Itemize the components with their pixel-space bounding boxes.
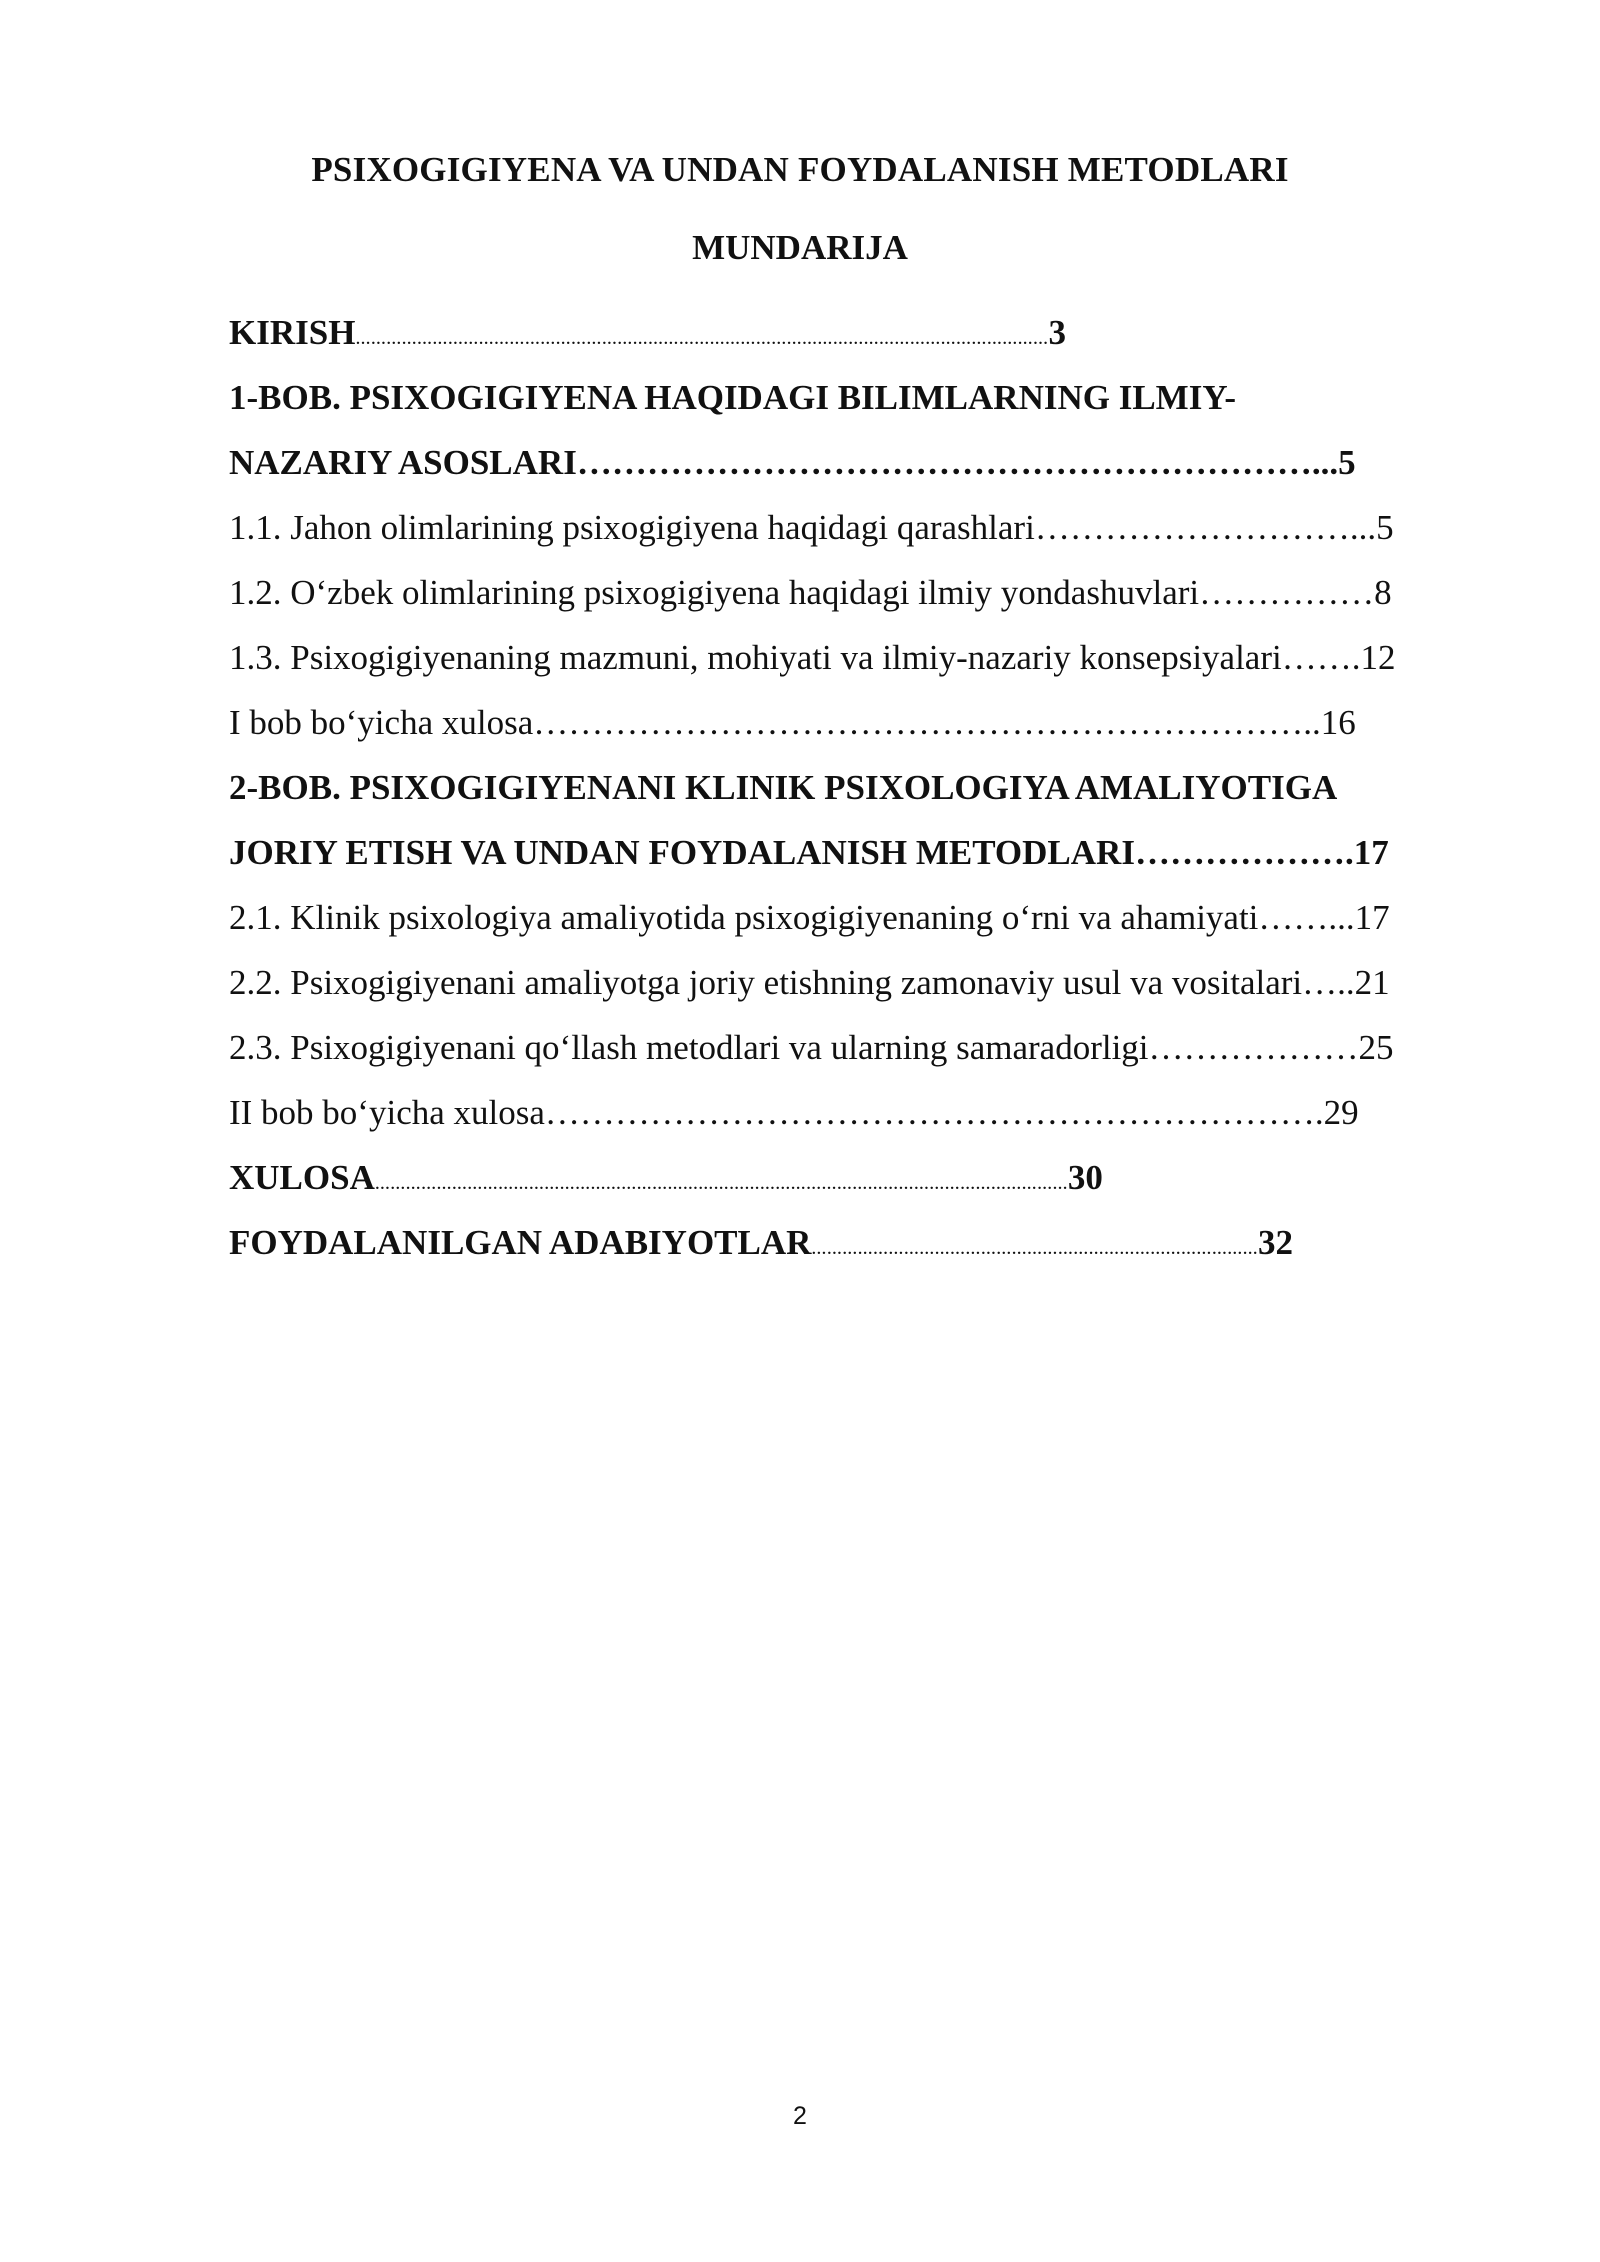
toc-entry-label: II bob bo‘yicha xulosa: [229, 1093, 545, 1132]
toc-page-number: 5: [1376, 508, 1394, 547]
toc-page-number: 17: [1353, 833, 1389, 872]
toc-entry-conclusion[interactable]: [229, 1145, 1487, 1210]
toc-entry-label: 1.3. Psixogigiyenaning mazmuni, mohiyati va ilmiy-nazariy konsepsiyalari: [229, 638, 1282, 677]
toc-entry-introduction[interactable]: [229, 300, 1487, 365]
toc-page-number: 21: [1354, 963, 1390, 1002]
toc-leader: …..: [1302, 963, 1355, 1002]
toc-leader: ……………: [1199, 573, 1375, 612]
toc-entry-2-2[interactable]: [229, 950, 1487, 1015]
toc-page-number: 3: [1048, 313, 1066, 352]
toc-entry-chapter-1-cont[interactable]: [229, 430, 1487, 495]
toc-leader: …………………………………………………………..: [533, 703, 1321, 742]
toc-entry-1-3[interactable]: [229, 625, 1487, 690]
toc-leader: ………………………………………………………….: [544, 1093, 1324, 1132]
toc-entry-2-3[interactable]: [229, 1015, 1487, 1080]
toc-entry-label: 2.1. Klinik psixologiya amaliyotida psixogigiyenaning o‘rni va ahamiyati: [229, 898, 1259, 937]
toc-entry-label: KIRISH: [229, 313, 356, 352]
toc-leader: ……………………………………………………………………………: [811, 1242, 1259, 1258]
toc-entry-chapter-2-cont[interactable]: [229, 820, 1487, 885]
page-title: PSIXOGIGIYENA VA UNDAN FOYDALANISH METODLARI: [311, 150, 1289, 189]
table-of-contents: [229, 300, 1487, 1275]
toc-leader: ……...: [1258, 898, 1355, 937]
toc-page-number: 16: [1320, 703, 1356, 742]
toc-page-number: 5: [1338, 443, 1356, 482]
toc-entry-chapter-2[interactable]: [229, 755, 1487, 820]
toc-entry-label: FOYDALANILGAN ADABIYOTLAR: [229, 1223, 812, 1262]
toc-page-number: 30: [1067, 1158, 1103, 1197]
toc-leader: ………………………………………………………………………………………………………………………: [374, 1177, 1068, 1193]
toc-entry-label: NAZARIY ASOSLARI: [229, 443, 577, 482]
toc-entry-label: 1.2. O‘zbek olimlarining psixogigiyena haqidagi ilmiy yondashuvlari: [229, 573, 1200, 612]
toc-entry-chapter-2-conclusion[interactable]: [229, 1080, 1487, 1145]
toc-leader: ………………………………………………………...: [576, 443, 1339, 482]
toc-page-number: 29: [1323, 1093, 1359, 1132]
toc-entry-references[interactable]: [229, 1210, 1487, 1275]
toc-page-number: 12: [1360, 638, 1396, 677]
toc-page-number: 17: [1354, 898, 1390, 937]
toc-entry-label: 2-BOB. PSIXOGIGIYENANI KLINIK PSIXOLOGIYA AMALIYOTIGA: [229, 768, 1338, 807]
toc-entry-chapter-1[interactable]: [229, 365, 1487, 430]
page-number: 2: [793, 2102, 807, 2130]
toc-leader: ………………………………………………………………………………………………………………………: [355, 332, 1049, 348]
toc-leader: ………………………...: [1034, 508, 1377, 547]
toc-entry-label: I bob bo‘yicha xulosa: [229, 703, 534, 742]
toc-heading: MUNDARIJA: [692, 228, 908, 267]
toc-entry-label: XULOSA: [229, 1158, 375, 1197]
toc-leader: ……………….: [1134, 833, 1354, 872]
toc-leader: ………………: [1148, 1028, 1359, 1067]
toc-entry-label: 2.2. Psixogigiyenani amaliyotga joriy etishning zamonaviy usul va vositalari: [229, 963, 1303, 1002]
toc-page-number: 8: [1374, 573, 1392, 612]
toc-page-number: 32: [1258, 1223, 1294, 1262]
toc-entry-chapter-1-conclusion[interactable]: [229, 690, 1487, 755]
toc-entry-label: 2.3. Psixogigiyenani qo‘llash metodlari va ularning samaradorligi: [229, 1028, 1149, 1067]
toc-entry-2-1[interactable]: [229, 885, 1487, 950]
toc-entry-label: 1.1. Jahon olimlarining psixogigiyena haqidagi qarashlari: [229, 508, 1035, 547]
toc-entry-1-1[interactable]: [229, 495, 1487, 560]
toc-entry-label: JORIY ETISH VA UNDAN FOYDALANISH METODLARI: [229, 833, 1135, 872]
toc-leader: …….: [1281, 638, 1361, 677]
toc-page-number: 25: [1358, 1028, 1394, 1067]
toc-entry-label: 1-BOB. PSIXOGIGIYENA HAQIDAGI BILIMLARNING ILMIY-: [229, 378, 1237, 417]
toc-entry-1-2[interactable]: [229, 560, 1487, 625]
